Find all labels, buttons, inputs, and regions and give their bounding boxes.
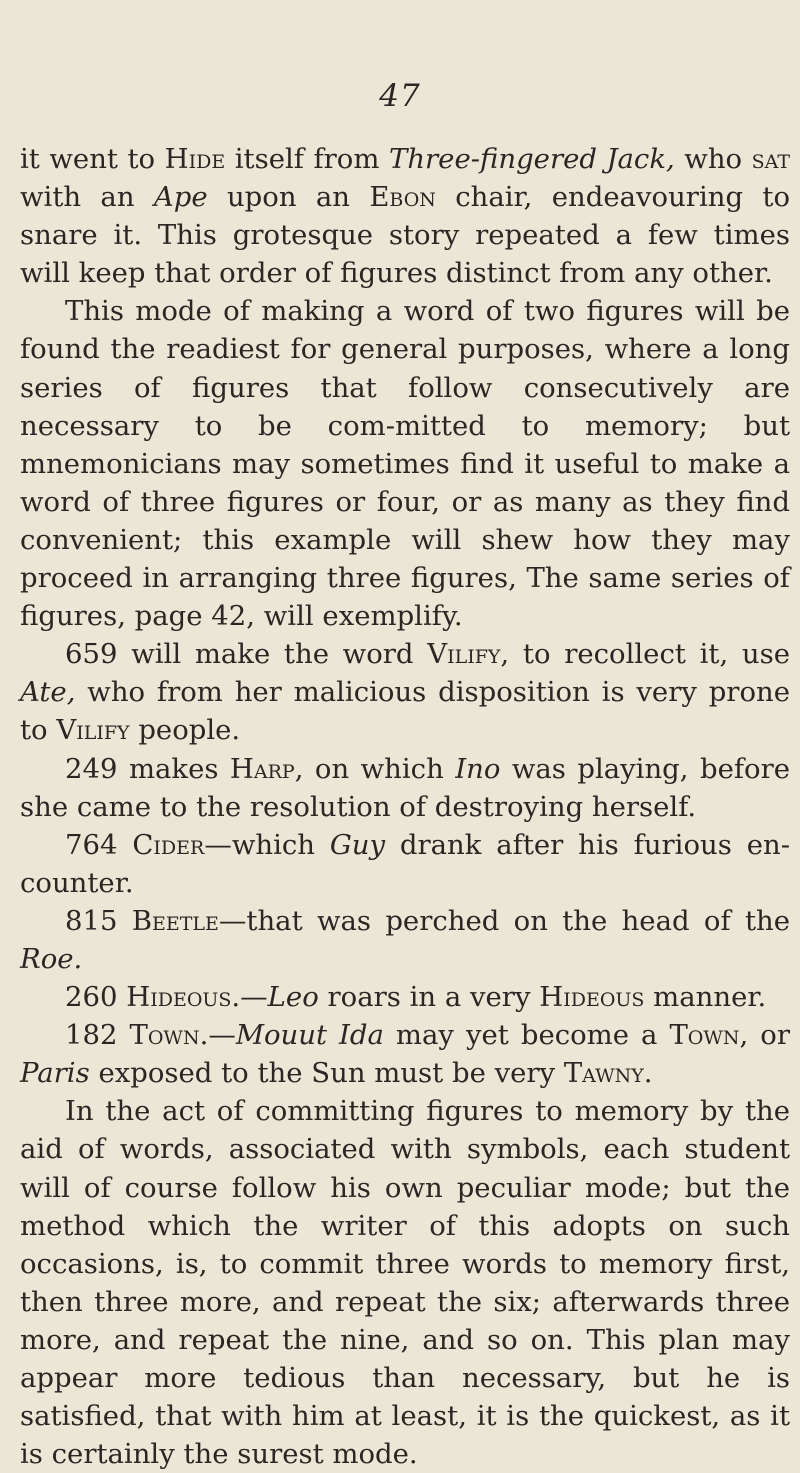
body-text xyxy=(20,140,790,1473)
text-run: with an xyxy=(20,181,154,214)
mnemonic-word: Vilify, xyxy=(427,638,510,671)
text-run: —which xyxy=(204,828,330,861)
mnemonic-word: Ebon xyxy=(369,181,436,214)
text-run: 249 makes xyxy=(65,752,230,785)
paragraph-vilify xyxy=(20,635,790,749)
mnemonic-word: Cider xyxy=(132,828,205,861)
paragraph-mode-of-making xyxy=(20,292,790,635)
text-run: roars in a very xyxy=(318,981,540,1014)
text-run: chair, endeavouring to snare it. This grotesque story repeated a few times will keep that order of figures distinct from any other. xyxy=(20,181,790,290)
paragraph-hide-continuation xyxy=(20,140,790,292)
symbol-word: Guy xyxy=(329,828,386,861)
text-run: In the act of committing figures to memory by the aid of words, associated with symbols, each student will of course follow his own peculiar mode; but the method which the writer of this adopts on such occasions, is, to commit three words to memory first, then three more, and repeat the six; afterwards three more, and repeat the nine, and so on. This plan may appear more tedious than necessary, but he is satisfied, that with him at least, it is the quickest, as it is certainly the surest mode. xyxy=(20,1095,790,1471)
text-run: 764 xyxy=(65,828,133,861)
symbol-word: Three-fingered Jack, xyxy=(388,143,675,175)
symbol-word: Ate, xyxy=(20,676,76,709)
symbol-word: Mouut Ida xyxy=(235,1019,384,1052)
text-run: who xyxy=(674,143,752,175)
text-run: or xyxy=(748,1019,790,1052)
text-run: drank after his furious en-counter. xyxy=(20,828,790,899)
mnemonic-word: Hide xyxy=(164,143,226,175)
mnemonic-word: Hideous xyxy=(539,981,645,1014)
paragraph-town xyxy=(20,1016,790,1092)
text-run: —that was perched on the head of the xyxy=(218,904,790,937)
text-run: — xyxy=(240,981,268,1014)
symbol-word: Ino xyxy=(455,752,501,785)
symbol-word: Ape xyxy=(153,181,208,214)
mnemonic-word: Town, xyxy=(669,1019,749,1052)
mnemonic-word: Harp, xyxy=(229,752,304,785)
symbol-word: Roe. xyxy=(20,942,83,975)
text-run: — xyxy=(208,1019,236,1052)
text-run: 182 xyxy=(65,1019,130,1052)
text-run: may yet become a xyxy=(383,1019,670,1052)
text-run: upon an xyxy=(207,181,370,214)
text-run: 659 will make the word xyxy=(65,638,428,671)
mnemonic-word: Hideous. xyxy=(126,981,241,1014)
symbol-word: Leo xyxy=(267,981,319,1014)
text-run: who from her malicious disposition is very prone to xyxy=(20,676,790,747)
paragraph-beetle xyxy=(20,902,790,978)
text-run: exposed to the Sun must be very xyxy=(89,1057,564,1090)
mnemonic-word: sat xyxy=(751,143,790,175)
paragraph-hideous xyxy=(20,978,790,1016)
text-run: to recollect it, use xyxy=(509,638,790,671)
mnemonic-word: Beetle xyxy=(131,904,219,937)
text-run: itself from xyxy=(225,143,389,175)
text-run: people. xyxy=(129,714,241,747)
text-run: it went to xyxy=(20,143,165,175)
paragraph-cider xyxy=(20,826,790,902)
paragraph-harp xyxy=(20,750,790,826)
text-run: This mode of making a word of two figures will be found the readiest for general purposes, where a long series of figures that follow consecutively are necessary to be com-mitted to memory; but mnemonicians may sometimes find it useful to make a word of three figures or four, or as many as they find convenient; this example will shew how they may proceed in arranging three figures, The same series of figures, page 42, will exemplify. xyxy=(20,295,790,633)
text-run: was playing, before she came to the resolution of destroying herself. xyxy=(20,752,790,823)
text-run: 815 xyxy=(65,904,132,937)
text-run: manner. xyxy=(644,981,767,1014)
mnemonic-word: Vilify xyxy=(56,714,130,747)
paragraph-method xyxy=(20,1092,790,1473)
page-number: 47 xyxy=(379,78,421,114)
text-run: on which xyxy=(303,752,456,785)
mnemonic-word: Town. xyxy=(129,1019,209,1052)
text-run: 260 xyxy=(65,981,127,1014)
mnemonic-word: Tawny. xyxy=(563,1057,653,1090)
symbol-word: Paris xyxy=(20,1057,90,1090)
